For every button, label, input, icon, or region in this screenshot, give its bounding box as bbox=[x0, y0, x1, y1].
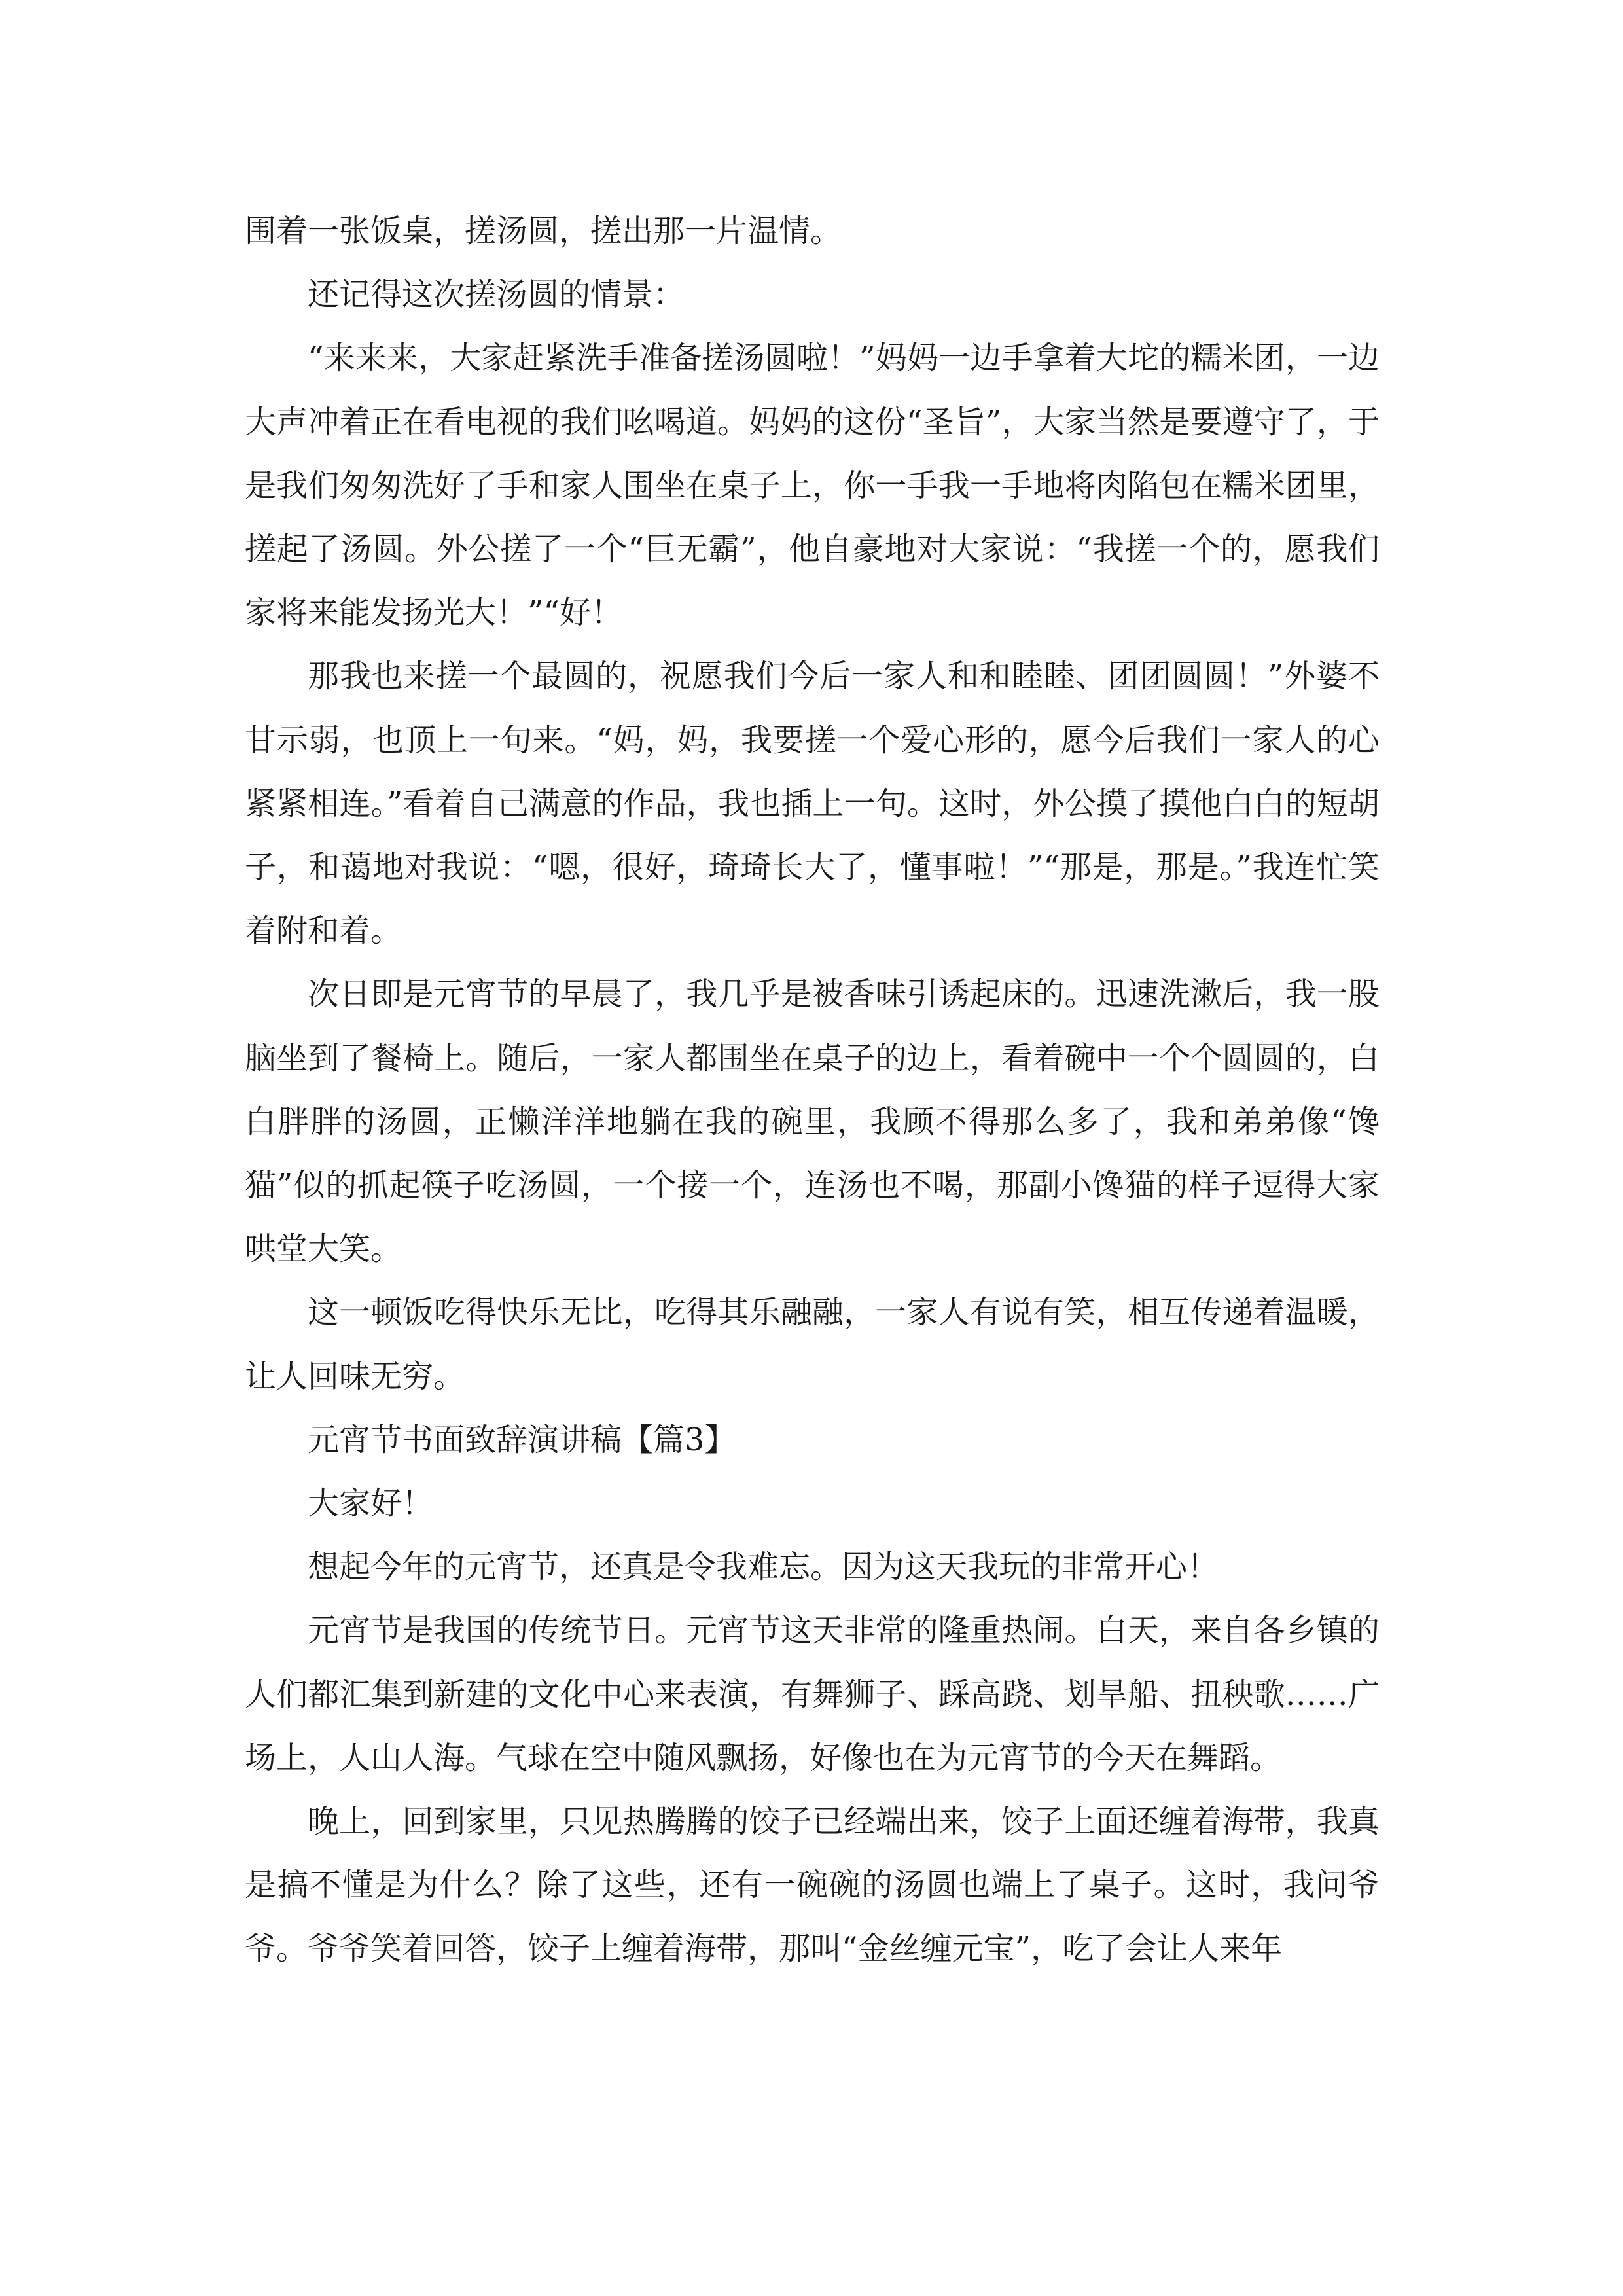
paragraph: 还记得这次搓汤圆的情景： bbox=[308, 276, 685, 314]
paragraph: 次日即是元宵节的早晨了，我几乎是被香味引诱起床的。迅速洗漱后，我一股脑坐到了餐椅上。随后，一家人都围坐在桌子的边上，看着碗中一个个圆圆的，白白胖胖的汤圆，正懒洋洋地躺在我的碗里，我顾不得那么多了，我和弟弟像“馋猫”似的抓起筷子吃汤圆，一个接一个，连汤也不喝，那副小馋猫的样子逗得大家哄堂大笑。 bbox=[245, 976, 1380, 1268]
paragraph: 这一顿饭吃得快乐无比，吃得其乐融融，一家人有说有笑，相互传递着温暖，让人回味无穷。 bbox=[245, 1294, 1380, 1395]
paragraph: “来来来，大家赶紧洗手准备搓汤圆啦！”妈妈一边手拿着大坨的糯米团，一边大声冲着正在看电视的我们吆喝道。妈妈的这份“圣旨”，大家当然是要遵守了，于是我们匆匆洗好了手和家人围坐在桌子上，你一手我一手地将肉陷包在糯米团里，搓起了汤圆。外公搓了一个“巨无霸”，他自豪地对大家说：“我搓一个的，愿我们家将来能发扬光大！”“好！ bbox=[245, 340, 1380, 632]
document-body bbox=[245, 200, 1380, 1981]
paragraph: 想起今年的元宵节，还真是令我难忘。因为这天我玩的非常开心！ bbox=[308, 1549, 1219, 1586]
section-heading: 元宵节书面致辞演讲稿【篇3】 bbox=[308, 1421, 736, 1458]
paragraph-continuation: 围着一张饭桌，搓汤圆，搓出那一片温情。 bbox=[245, 213, 842, 249]
paragraph: 晚上，回到家里，只见热腾腾的饺子已经端出来，饺子上面还缠着海带，我真是搞不懂是为什么？除了这些，还有一碗碗的汤圆也端上了桌子。这时，我问爷爷。爷爷笑着回答，饺子上缠着海带，那叫“金丝缠元宝”，吃了会让人来年 bbox=[245, 1803, 1380, 1967]
paragraph: 那我也来搓一个最圆的，祝愿我们今后一家人和和睦睦、团团圆圆！”外婆不甘示弱，也顶上一句来。“妈，妈，我要搓一个爱心形的，愿今后我们一家人的心紧紧相连。”看着自己满意的作品，我也插上一句。这时，外公摸了摸他白白的短胡子，和蔼地对我说：“嗯，很好，琦琦长大了，懂事啦！”“那是，那是。”我连忙笑着附和着。 bbox=[245, 658, 1380, 950]
greeting: 大家好！ bbox=[308, 1485, 434, 1522]
paragraph: 元宵节是我国的传统节日。元宵节这天非常的隆重热闹。白天，来自各乡镇的人们都汇集到新建的文化中心来表演，有舞狮子、踩高跷、划旱船、扭秧歌……广场上，人山人海。气球在空中随风飘扬，好像也在为元宵节的今天在舞蹈。 bbox=[245, 1612, 1380, 1776]
